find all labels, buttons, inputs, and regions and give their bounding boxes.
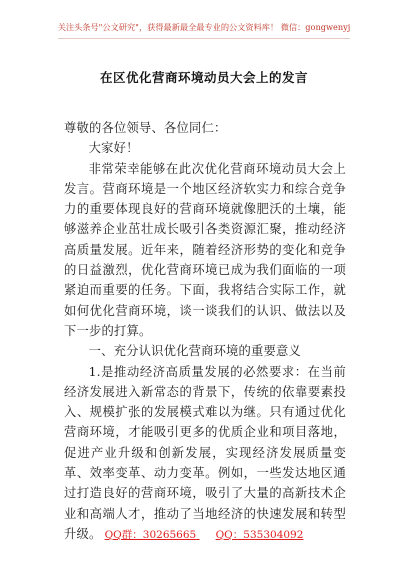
footer-contact — [0, 527, 408, 542]
header-divider — [58, 38, 350, 39]
salutation: 尊敬的各位领导、各位同仁： — [64, 121, 227, 135]
document-body — [64, 118, 346, 544]
section-paragraph: 1.是推动经济高质量发展的必然要求：在当前经济发展进入新常态的背景下，传统的依靠要素投入、规模扩张的发展模式难以为继。只有通过优化营商环境，才能吸引更多的优质企业和项目落地，促进产业升级和创新发展，实现经济发展质量变革、效率变革、动力变革。例如，一些发达地区通过打造良好的营商环境，吸引了大量的高新技术企业和高端人才，推动了当地经济的快速发展和转型升级。 — [64, 364, 346, 541]
section-heading: 一、充分认识优化营商环境的重要意义 — [88, 344, 302, 359]
header-banner: 关注头条号"公文研究"，获得最新最全最专业的公文资料库！ 微信：gongwenyj — [57, 22, 351, 32]
footer-qq-number: QQ：535304092 — [215, 529, 304, 541]
greeting: 大家好！ — [88, 141, 139, 156]
body-paragraph: 非常荣幸能够在此次优化营商环境动员大会上发言。营商环境是一个地区经济软实力和综合竞争力的重要体现良好的营商环境就像肥沃的土壤，能够滋养企业茁壮成长吸引各类资源汇聚，推动经济高质量发展。近年来，随着经济形势的变化和竞争的日益激烈，优化营商环境已成为我们面临的一项紧迫而重要的任务。下面，我将结合实际工作，就如何优化营商环境，谈一谈我们的认识、做法以及下一步的打算。 — [64, 161, 346, 338]
document-title: 在区优化营商环境动员大会上的发言 — [99, 70, 308, 85]
footer-qq-group: QQ群：30265665 — [104, 529, 197, 541]
